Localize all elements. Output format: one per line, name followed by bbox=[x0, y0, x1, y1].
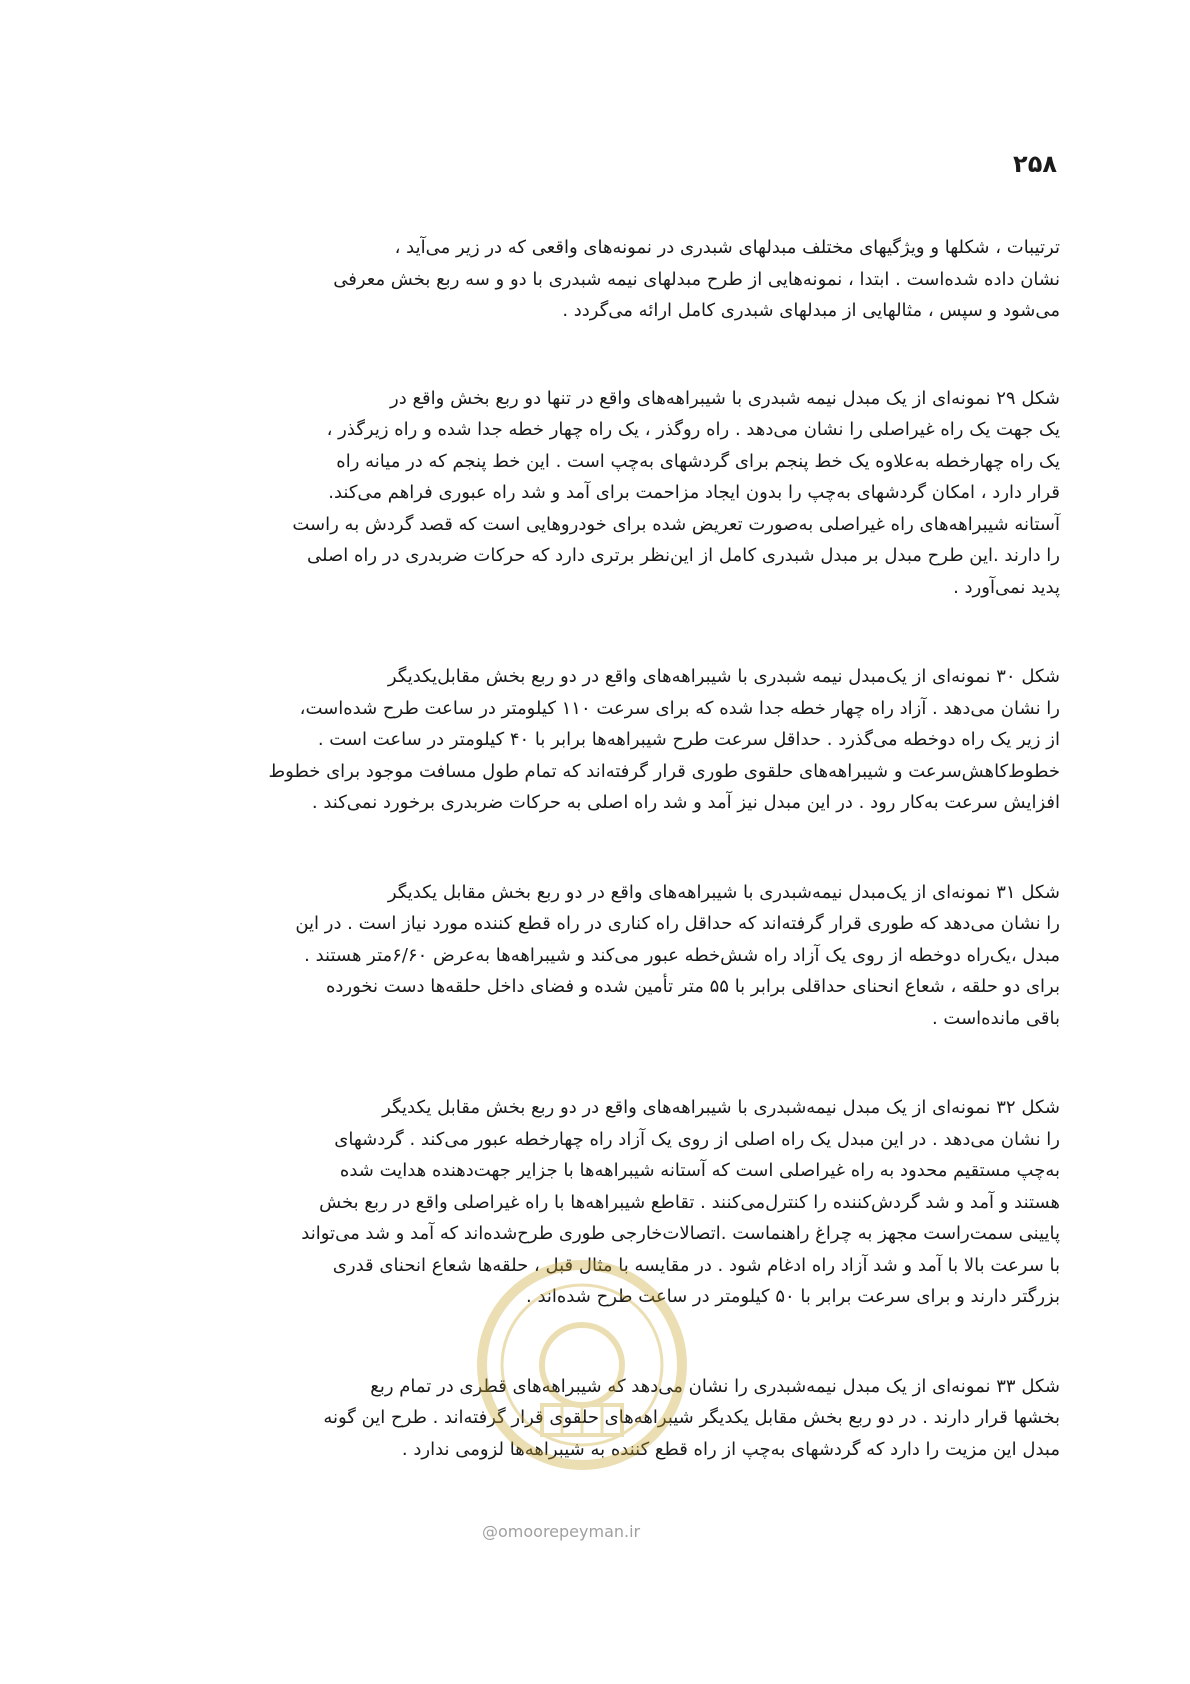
text-line: را نشان می‌دهد . آزاد راه چهار خطه جدا شده که برای سرعت ۱۱۰ کیلومتر در ساعت طرح شده‌است، bbox=[299, 697, 1060, 719]
text-line: پدید نمی‌آورد . bbox=[953, 576, 1060, 598]
text-line: ترتیبات ، شکلها و ویژگیهای مختلف مبدلهای شبدری در نمونه‌های واقعی که در زیر می‌آید ، bbox=[394, 237, 1060, 258]
text-line: هستند و آمد و شد گردش‌کننده را کنترل‌می‌کنند . تقاطع شیبراهه‌ها با راه غیراصلی واقع در ربع بخش bbox=[319, 1191, 1060, 1213]
text-line: بزرگتر دارند و برای سرعت برابر با ۵۰ کیلومتر در ساعت طرح شده‌اند . bbox=[526, 1286, 1060, 1307]
text-line: شکل ۳۳ نمونه‌ای از یک مبدل نیمه‌شبدری را نشان می‌دهد که شیبراهه‌های قطری در تمام ربع bbox=[370, 1375, 1060, 1397]
text-line: به‌چپ مستقیم محدود به راه غیراصلی است که آستانه شیبراهه‌ها با جزایر جهت‌دهنده هدایت شده bbox=[339, 1160, 1060, 1181]
paragraph-intro bbox=[130, 232, 1060, 327]
text-line: نشان داده شده‌است . ابتدا ، نمونه‌هایی از طرح مبدلهای نیمه شبدری با دو و سه ربع بخش معرفی bbox=[333, 268, 1060, 290]
text-line: آستانه شیبراهه‌های راه غیراصلی به‌صورت تعریض شده برای خودروهایی است که قصد گردش به راست bbox=[292, 513, 1060, 535]
paragraph-figure-29 bbox=[130, 383, 1060, 604]
text-line: از زیر یک راه دوخطه می‌گذرد . حداقل سرعت طرح شیبراهه‌ها برابر با ۴۰ کیلومتر در ساعت است . bbox=[317, 729, 1060, 750]
text-line: یک راه چهارخطه به‌علاوه یک خط پنجم برای گردشهای به‌چپ است . این خط پنجم که در میانه راه bbox=[336, 450, 1060, 472]
text-line: را نشان می‌دهد . در این مبدل یک راه اصلی از روی یک آزاد راه چهارخطه عبور می‌کند . گردشهای bbox=[334, 1128, 1060, 1150]
text-line: باقی مانده‌است . bbox=[931, 1007, 1060, 1029]
page-number: ۲۵۸ bbox=[1013, 150, 1057, 178]
paragraph-figure-31 bbox=[130, 877, 1060, 1035]
paragraph-figure-30 bbox=[130, 661, 1060, 819]
text-line: شکل ۳۲ نمونه‌ای از یک مبدل نیمه‌شبدری با شیبراهه‌های واقع در دو ربع بخش مقابل یکدیگر bbox=[382, 1097, 1060, 1118]
text-line: شکل ۲۹ نمونه‌ای از یک مبدل نیمه شبدری با شیبراهه‌های واقع در تنها دو ربع بخش واقع در bbox=[390, 387, 1060, 409]
paragraph-figure-33 bbox=[130, 1371, 1060, 1466]
text-line: می‌شود و سپس ، مثالهایی از مبدلهای شبدری کامل ارائه می‌گردد . bbox=[562, 300, 1060, 321]
text-line: با سرعت بالا با آمد و شد آزاد راه ادغام شود . در مقایسه با مثال قبل ، حلقه‌ها شعاع انحنای قدری bbox=[332, 1254, 1060, 1276]
document-body bbox=[130, 232, 1060, 1523]
watermark-site-text: @omoorepeyman.ir bbox=[482, 1522, 641, 1541]
text-line: را دارند .این طرح مبدل بر مبدل شبدری کامل از این‌نظر برتری دارد که حرکات ضربدری در راه اصلی bbox=[307, 545, 1060, 566]
text-line: مبدل این مزیت را دارد که گردشهای به‌چپ از راه قطع کننده به شیبراهه‌ها لزومی ندارد . bbox=[401, 1438, 1060, 1460]
text-line: مبدل ،یک‌راه دوخطه از روی یک آزاد راه شش‌خطه عبور می‌کند و شیبراهه‌ها به‌عرض ۶/۶۰متر هستند . bbox=[304, 944, 1060, 966]
text-line: شکل ۳۱ نمونه‌ای از یک‌مبدل نیمه‌شبدری با شیبراهه‌های واقع در دو ربع بخش مقابل یکدیگر bbox=[387, 881, 1060, 903]
paragraph-figure-32 bbox=[130, 1092, 1060, 1313]
text-line: شکل ۳۰ نمونه‌ای از یک‌مبدل نیمه شبدری با شیبراهه‌های واقع در دو ربع بخش مقابل‌یکدیگر bbox=[387, 666, 1060, 687]
text-line: برای دو حلقه ، شعاع انحنای حداقلی برابر با ۵۵ متر تأمین شده و فضای داخل حلقه‌ها دست نخورده bbox=[325, 976, 1060, 997]
text-line: پایینی سمت‌راست مجهز به چراغ راهنماست .اتصالات‌خارجی طوری طرح‌شده‌اند که آمد و شد می‌تواند bbox=[301, 1223, 1060, 1244]
text-line: یک جهت یک راه غیراصلی را نشان می‌دهد . راه روگذر ، یک راه چهار خطه جدا شده و راه زیرگذر ، bbox=[326, 419, 1060, 440]
text-line: قرار دارد ، امکان گردشهای به‌چپ را بدون ایجاد مزاحمت برای آمد و شد راه عبوری فراهم می‌کند. bbox=[328, 482, 1060, 503]
text-line: را نشان می‌دهد که طوری قرار گرفته‌اند که حداقل راه کناری در راه قطع کننده مورد نیاز است . در این bbox=[295, 913, 1060, 934]
text-line: بخشها قرار دارند . در دو ربع بخش مقابل یکدیگر شیبراهه‌های حلقوی قرار گرفته‌اند . طرح این گونه bbox=[323, 1407, 1060, 1428]
text-line: خطوط‌کاهش‌سرعت و شیبراهه‌های حلقوی طوری قرار گرفته‌اند که تمام طول مسافت موجود برای خطوط bbox=[268, 760, 1060, 782]
text-line: افزایش سرعت به‌کار رود . در این مبدل نیز آمد و شد راه اصلی به حرکات ضربدری برخورد نمی‌کند . bbox=[311, 792, 1060, 813]
